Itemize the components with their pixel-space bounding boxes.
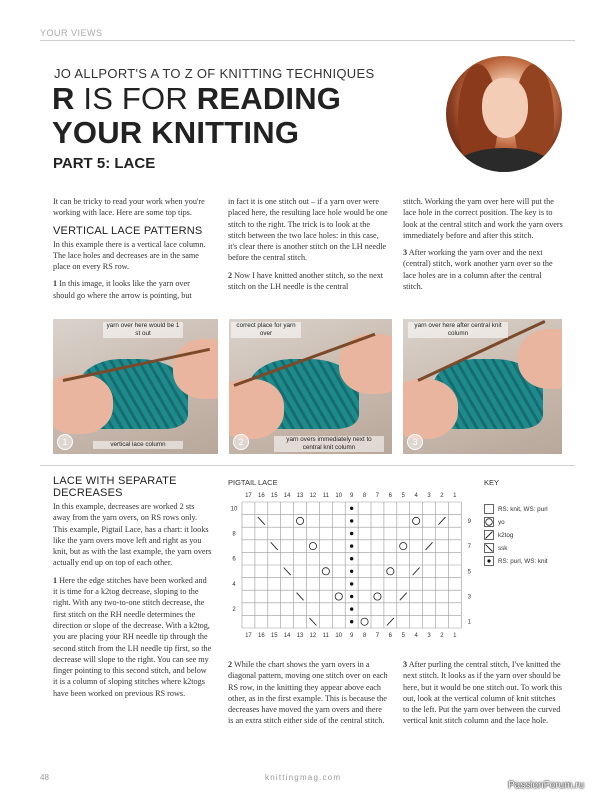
key-label: ssk [498, 544, 508, 552]
divider [40, 465, 575, 466]
chart-row-label: 6 [232, 556, 236, 563]
chart-k2tog-symbol [400, 593, 407, 601]
chart-col-label: 11 [322, 633, 329, 639]
author-portrait [446, 56, 562, 172]
chart-row-label: 9 [467, 518, 471, 525]
chart-yo-symbol [322, 568, 329, 575]
body-paragraph: 2 While the chart shows the yarn overs in a diagonal pattern, moving one stitch over on each RS row, in the knitting they appear above each other, as in the first example. This is because the decreases have moved the yarn overs and there is an extra stitch either side of the central stitch. [228, 660, 388, 726]
chart-purl-dot [350, 507, 353, 510]
chart-col-label: 17 [245, 493, 252, 499]
dot-icon [484, 556, 494, 566]
chart-col-label: 15 [270, 493, 278, 499]
chart-col-label: 14 [283, 633, 291, 639]
lower-column-3 [403, 659, 563, 733]
title-bold-2: YOUR KNITTING [52, 115, 300, 150]
key-item-yo [484, 517, 505, 527]
section-tag: YOUR VIEWS [40, 28, 103, 38]
photo-caption-top: yarn over here after central knit column [408, 322, 508, 338]
chart-col-label: 5 [401, 493, 405, 499]
chart-yo-symbol [400, 543, 407, 550]
chart-row-label: 1 [467, 619, 471, 626]
part-subtitle: PART 5: LACE [53, 155, 156, 172]
chart-col-label: 7 [375, 633, 380, 639]
intro-paragraph: In this example there is a vertical lace column. The lace holes and decreases are in the same place on every RS row. [53, 239, 206, 272]
chart-row-label: 3 [467, 594, 471, 601]
intro-column-2 [228, 196, 388, 298]
lower-column-1 [53, 475, 213, 705]
chart-yo-symbol [296, 517, 303, 524]
chart-col-label: 15 [270, 633, 278, 639]
section-heading: LACE WITH SEPARATE DECREASES [53, 475, 177, 499]
ssk-icon [484, 543, 494, 553]
chart-col-label: 16 [258, 493, 265, 499]
chart-row-label: 7 [467, 544, 471, 551]
chart-k2tog-symbol [426, 542, 433, 550]
photo-caption-bottom: vertical lace column [93, 441, 183, 449]
chart-col-label: 16 [258, 633, 265, 639]
chart-ssk-symbol [309, 618, 316, 626]
chart-col-label: 3 [427, 633, 431, 639]
photo-number: 2 [233, 434, 249, 450]
chart-col-label: 1 [453, 633, 457, 639]
chart-yo-symbol [361, 618, 368, 625]
photo-1 [53, 319, 218, 454]
page-title [52, 82, 341, 150]
chart-k2tog-symbol [413, 568, 420, 576]
page-number: 48 [40, 773, 49, 782]
chart-col-label: 5 [401, 633, 405, 639]
chart-yo-symbol [335, 593, 342, 600]
chart-col-label: 13 [296, 633, 304, 639]
watermark: PassionForum.ru [508, 780, 585, 791]
series-title: JO ALLPORT'S A TO Z OF KNITTING TECHNIQUES [54, 66, 375, 81]
photo-caption-top: yarn over here would be 1 st out [103, 322, 183, 338]
key-label: RS: knit, WS: purl [498, 505, 548, 513]
chart-row-label: 8 [232, 531, 236, 538]
chart-col-label: 10 [335, 633, 343, 639]
chart-col-label: 12 [309, 493, 317, 499]
pigtail-lace-chart [228, 488, 478, 650]
site-url: knittingmag.com [265, 773, 342, 782]
chart-col-label: 2 [440, 633, 444, 639]
key-item-blank [484, 504, 548, 514]
blank-icon [484, 504, 494, 514]
chart-col-label: 4 [414, 633, 418, 639]
photo-2 [229, 319, 392, 454]
chart-purl-dot [350, 620, 353, 623]
chart-ssk-symbol [284, 568, 291, 576]
chart-yo-symbol [309, 543, 316, 550]
chart-purl-dot [350, 544, 353, 547]
intro-paragraph: in fact it is one stitch out – if a yarn over were placed here, the resulting lace hole would be one stitch to the right. The trick is to look at the stitch between the two lace holes: in this case, it's clear there is another stitch on the LH needle before the central stitch. [228, 197, 388, 263]
chart-col-label: 4 [414, 493, 418, 499]
chart-col-label: 3 [427, 493, 431, 499]
key-item-ssk [484, 543, 507, 553]
k2tog-icon [484, 530, 494, 540]
photo-number: 3 [407, 434, 423, 450]
chart-row-label: 5 [467, 569, 471, 576]
chart-yo-symbol [387, 568, 394, 575]
section-heading: VERTICAL LACE PATTERNS [53, 224, 203, 237]
chart-col-label: 1 [453, 493, 457, 499]
key-label: RS: purl, WS: knit [498, 557, 548, 565]
chart-row-label: 2 [232, 607, 236, 614]
chart-k2tog-symbol [387, 618, 394, 626]
chart-col-label: 10 [335, 493, 343, 499]
chart-purl-dot [350, 519, 353, 522]
chart-row-label: 4 [232, 581, 236, 588]
divider [40, 40, 575, 41]
chart-col-label: 6 [388, 633, 393, 639]
photo-caption-bottom: yarn overs immediately next to central knit column [274, 436, 384, 452]
chart-col-label: 7 [375, 493, 380, 499]
chart-purl-dot [350, 532, 353, 535]
chart-title: PIGTAIL LACE [228, 478, 278, 487]
chart-col-label: 2 [440, 493, 444, 499]
intro-paragraph: 3 After working the yarn over and the next (central) stitch, work another yarn over so the lace holes are in a column after the central stitch. [403, 248, 553, 292]
title-letter: R [52, 81, 75, 116]
key-item-dot [484, 556, 548, 566]
chart-col-label: 8 [362, 633, 367, 639]
title-light: IS FOR [74, 81, 197, 116]
intro-paragraph: stitch. Working the yarn over here will put the lace hole in the correct position. The key is to look at the central stitch and work the yarn overs immediately before and after this stitch. [403, 197, 563, 240]
intro-column-3 [403, 196, 563, 298]
chart-col-label: 13 [296, 493, 304, 499]
intro-paragraph: 1 In this image, it looks like the yarn over should go where the arrow is pointing, but [53, 279, 192, 300]
intro-column-1 [53, 196, 211, 307]
chart-purl-dot [350, 557, 353, 560]
chart-col-label: 9 [349, 633, 354, 639]
chart-col-label: 12 [309, 633, 317, 639]
lower-column-2 [228, 659, 388, 733]
chart-ssk-symbol [297, 593, 304, 601]
yo-icon [484, 517, 494, 527]
chart-col-label: 9 [349, 493, 354, 499]
intro-paragraph: It can be tricky to read your work when you're working with lace. Here are some top tips. [53, 197, 205, 218]
photo-3 [403, 319, 562, 454]
body-paragraph: 1 Here the edge stitches have been worked and it is time for a k2tog decrease, sloping to the right. With any two-to-one stitch decrease, the first stitch on the RH needle determines the direction or slope of the decrease. With a k2tog, you are placing your RH needle tip through the second stitch from the LH needle tip first, so the decrease will slope to the right. You can see my finger pointing to this second stitch, and below it is a column of sloping stitches where k2togs have been worked on previous RS rows. [53, 575, 212, 698]
chart-col-label: 14 [283, 493, 291, 499]
chart-purl-dot [350, 595, 353, 598]
chart-purl-dot [350, 570, 353, 573]
photo-number: 1 [57, 434, 73, 450]
chart-col-label: 8 [362, 493, 367, 499]
chart-purl-dot [350, 607, 353, 610]
chart-ssk-symbol [271, 542, 278, 550]
chart-yo-symbol [413, 517, 420, 524]
key-label: yo [498, 518, 505, 526]
chart-col-label: 11 [322, 493, 329, 499]
body-paragraph: 3 After purling the central stitch, I've knitted the next stitch. It looks as if the yarn over should be here, but it would be one stitch out. To work this out, look at the vertical column of knit stitches to the left. Put the yarn over between the curved vertical knit stitch column and the lace hole. [403, 660, 562, 726]
chart-row-label: 10 [230, 506, 238, 513]
key-title: KEY [484, 478, 500, 487]
photo-caption-top: correct place for yarn over [231, 322, 301, 338]
title-bold-1: READING [196, 81, 342, 116]
chart-yo-symbol [374, 593, 381, 600]
chart-k2tog-symbol [438, 517, 445, 525]
key-item-k2tog [484, 530, 513, 540]
key-label: k2tog [498, 531, 514, 539]
chart-col-label: 17 [245, 633, 252, 639]
intro-paragraph: 2 Now I have knitted another stitch, so the next stitch on the LH needle is the central [228, 270, 384, 292]
chart-col-label: 6 [388, 493, 393, 499]
chart-purl-dot [350, 582, 353, 585]
chart-ssk-symbol [258, 517, 265, 525]
body-paragraph: In this example, decreases are worked 2 sts away from the yarn overs, on RS rows only. This example, Pigtail Lace, has a chart: it looks like the yarn overs move left and right as you knit, but as with the last example, the yarn overs actually end up on top of each other. [53, 502, 212, 568]
